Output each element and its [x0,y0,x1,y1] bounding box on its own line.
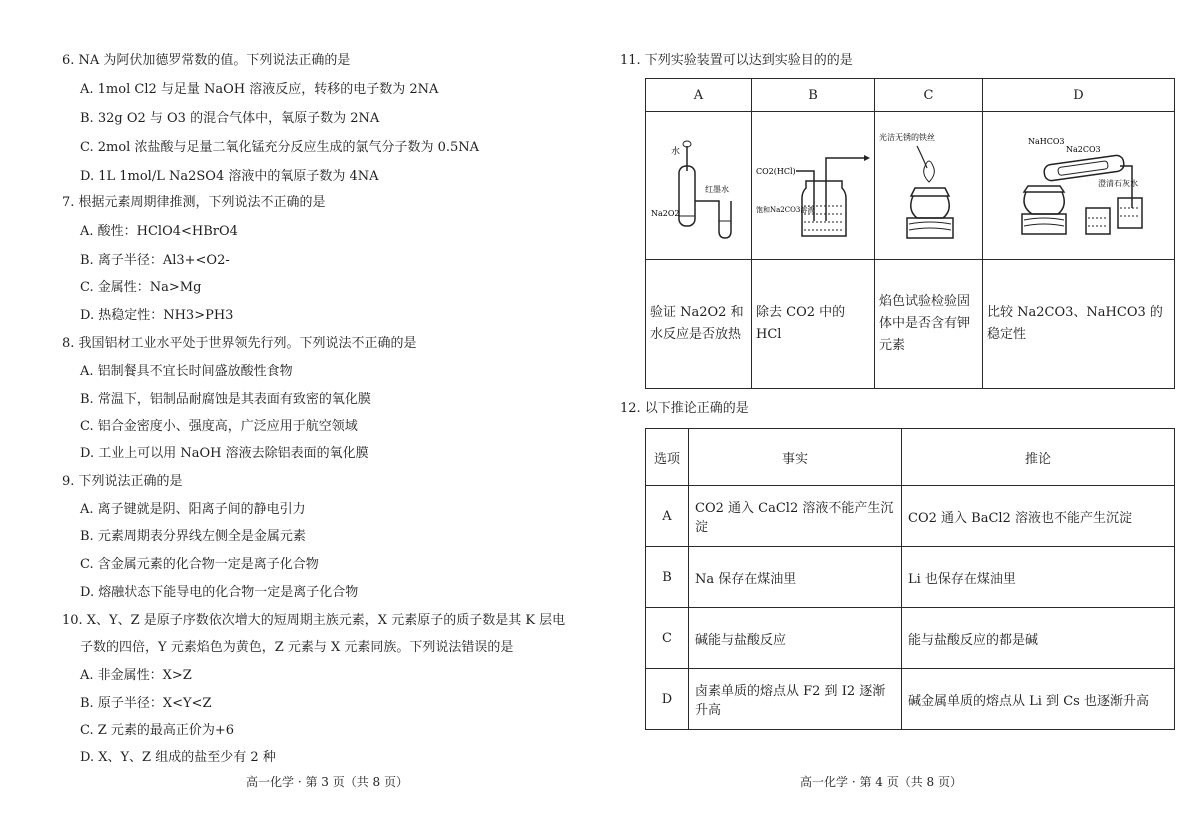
q10-stem-line2: 子数的四倍，Y 元素焰色为黄色，Z 元素与 X 元素同族。下列说法错误的是 [80,640,514,655]
q12-header-inference: 推论 [902,429,1175,486]
label-sat-na2co3: 饱和Na2CO3溶液 [756,205,815,214]
q8-stem: 8. 我国铝材工业水平处于世界领先行列。下列说法不正确的是 [62,336,417,351]
q10-stem: 10. X、Y、Z 是原子序数依次增大的短周期主族元素，X 元素原子的质子数是其 K 层电 [62,613,566,628]
q11-apparatus-c [875,112,983,260]
label-na2co3: Na2CO3 [1065,144,1101,154]
q11-apparatus-a [646,112,752,260]
q11-stem: 11. 下列实验装置可以达到实验目的的是 [620,53,853,68]
label-na2o2: Na2O2 [650,208,680,218]
q12-stem: 12. 以下推论正确的是 [620,401,749,416]
q9-option-c: C. 含金属元素的化合物一定是离子化合物 [80,557,319,572]
q11-purpose-c: 焰色试验检验固体中是否含有钾元素 [875,260,983,389]
q11-apparatus-b [752,112,875,260]
q11-purpose-a: 验证 Na2O2 和水反应是否放热 [646,260,752,389]
q9-option-b: B. 元素周期表分界线左侧全是金属元素 [80,529,306,544]
q9-option-a: A. 离子键就是阴、阳离子间的静电引力 [80,502,306,517]
q12-row-inference: 能与盐酸反应的都是碱 [902,608,1175,669]
apparatus-d-diagram [1014,126,1144,246]
q7-option-c: C. 金属性：Na>Mg [80,280,202,295]
q6-option-c: C. 2mol 浓盐酸与足量二氧化锰充分反应生成的氯气分子数为 0.5NA [80,140,480,155]
q11-header-c: C [875,79,983,112]
q7-option-a: A. 酸性：HClO4<HBrO4 [80,224,238,239]
label-co2-hcl: CO2(HCl) [756,166,796,176]
q11-header-a: A [646,79,752,112]
page-footer: 高一化学 · 第 3 页（共 8 页） [246,775,408,789]
q12-row-inference: CO2 通入 BaCl2 溶液也不能产生沉淀 [902,486,1175,547]
q6-option-a: A. 1mol Cl2 与足量 NaOH 溶液反应，转移的电子数为 2NA [80,82,439,97]
q8-option-b: B. 常温下，铝制品耐腐蚀是其表面有致密的氧化膜 [80,392,371,407]
q12-row-inference: Li 也保存在煤油里 [902,547,1175,608]
q10-option-b: B. 原子半径：X<Y<Z [80,696,212,711]
q9-stem: 9. 下列说法正确的是 [62,474,183,489]
q8-option-d: D. 工业上可以用 NaOH 溶液去除铝表面的氧化膜 [80,446,369,461]
q11-header-b: B [752,79,875,112]
q12-row-option: D [646,669,689,730]
q11-header-d: D [983,79,1175,112]
page-4 [600,0,1200,831]
table-row [646,486,1175,547]
label-red-ink: 红墨水 [704,184,729,194]
label-iron-wire: 光洁无锈的铁丝 [878,132,935,142]
q11-apparatus-d [983,112,1175,260]
q10-option-d: D. X、Y、Z 组成的盐至少有 2 种 [80,750,276,765]
q11-purpose-d: 比较 Na2CO3、NaHCO3 的稳定性 [983,260,1175,389]
q8-option-a: A. 铝制餐具不宜长时间盛放酸性食物 [80,364,293,379]
label-lime-water: 澄清石灰水 [1097,178,1138,188]
table-row [646,608,1175,669]
q10-option-c: C. Z 元素的最高正价为+6 [80,723,235,738]
q12-row-inference: 碱金属单质的熔点从 Li 到 Cs 也逐渐升高 [902,669,1175,730]
q12-header-fact: 事实 [689,429,902,486]
q11-table [645,78,1175,389]
q11-purpose-b: 除去 CO2 中的 HCl [752,260,875,389]
q8-option-c: C. 铝合金密度小、强度高，广泛应用于航空领域 [80,419,358,434]
apparatus-c-diagram [877,126,981,246]
q6-stem: 6. NA 为阿伏加德罗常数的值。下列说法正确的是 [62,53,351,68]
label-nahco3: NaHCO3 [1027,136,1065,146]
q12-row-option: C [646,608,689,669]
q7-stem: 7. 根据元素周期律推测，下列说法不正确的是 [62,195,326,210]
q10-option-a: A. 非金属性：X>Z [80,668,192,683]
q12-row-fact: 卤素单质的熔点从 F2 到 I2 逐渐升高 [689,669,902,730]
q12-row-fact: CO2 通入 CaCl2 溶液不能产生沉淀 [689,486,902,547]
label-water: 水 [670,146,680,157]
q12-table [645,428,1175,730]
q6-option-d: D. 1L 1mol/L Na2SO4 溶液中的氧原子数为 4NA [80,169,379,184]
q7-option-b: B. 离子半径：Al3+<O2- [80,253,230,268]
apparatus-b-diagram [754,126,872,246]
q12-row-fact: 碱能与盐酸反应 [689,608,902,669]
q9-option-d: D. 熔融状态下能导电的化合物一定是离子化合物 [80,585,359,600]
page-footer: 高一化学 · 第 4 页（共 8 页） [800,775,962,789]
table-row [646,669,1175,730]
q12-header-option: 选项 [646,429,689,486]
q7-option-d: D. 热稳定性：NH3>PH3 [80,308,234,323]
table-row [646,547,1175,608]
q12-row-option: B [646,547,689,608]
apparatus-a-diagram [649,126,749,246]
q12-row-option: A [646,486,689,547]
q6-option-b: B. 32g O2 与 O3 的混合气体中，氧原子数为 2NA [80,111,380,126]
q12-row-fact: Na 保存在煤油里 [689,547,902,608]
